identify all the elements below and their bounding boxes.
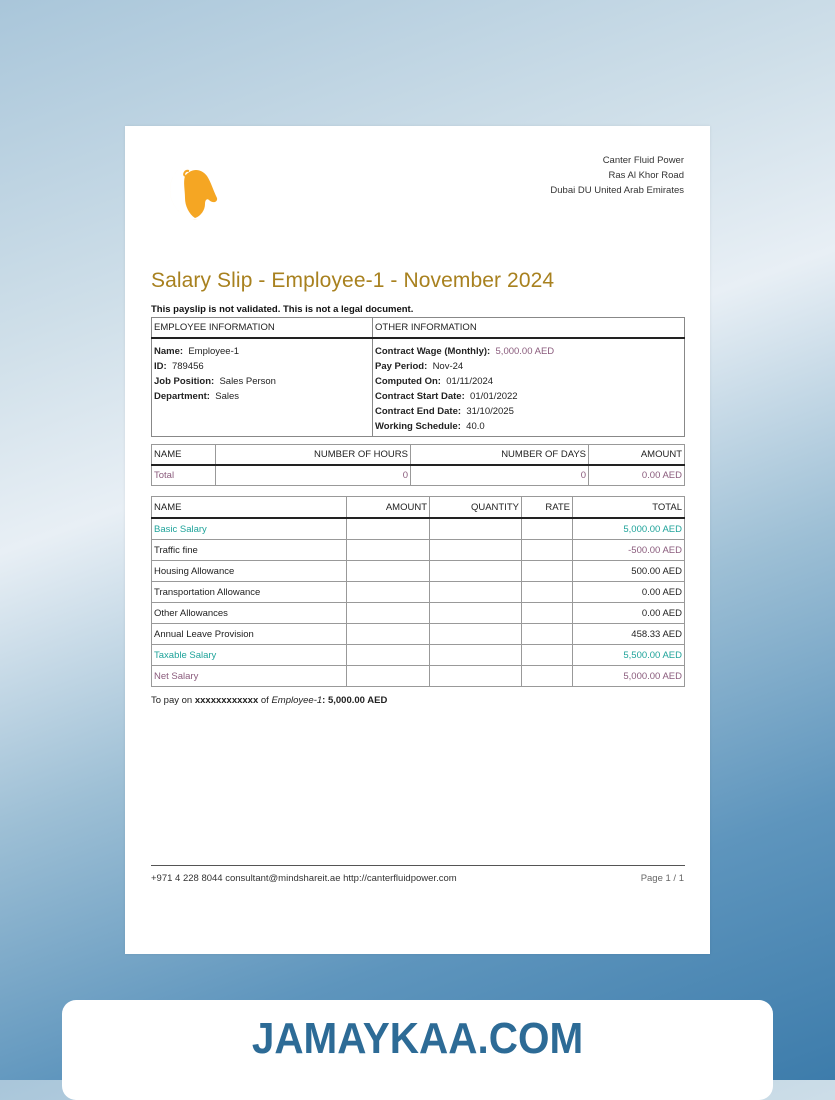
- cell-rate: [522, 561, 573, 582]
- other-field: Pay Period: Nov-24: [375, 361, 464, 372]
- cell-quantity: [430, 666, 522, 687]
- cell-quantity: [430, 624, 522, 645]
- cell-quantity: [430, 518, 522, 540]
- cell-quantity: [430, 561, 522, 582]
- employee-field: Job Position: Sales Person: [154, 376, 276, 387]
- col-name: NAME: [152, 497, 347, 519]
- cell-amount: [347, 624, 430, 645]
- other-field: Contract Start Date: 01/01/2022: [375, 391, 518, 402]
- contract-wage-value: 5,000.00 AED: [495, 346, 555, 357]
- col-amount: AMOUNT: [589, 445, 685, 466]
- cell-rate: [522, 624, 573, 645]
- cell-quantity: [430, 603, 522, 624]
- cell-quantity: [430, 645, 522, 666]
- cell-total: 0.00 AED: [573, 603, 685, 624]
- col-hours: NUMBER OF HOURS: [216, 445, 411, 466]
- salary-lines-table: [151, 496, 685, 687]
- cell-name: Annual Leave Provision: [152, 624, 347, 645]
- payslip-page: [125, 126, 710, 954]
- cell-amount: [347, 582, 430, 603]
- cell-total: 5,500.00 AED: [573, 645, 685, 666]
- col-rate: RATE: [522, 497, 573, 519]
- cell-amount: [347, 666, 430, 687]
- table-row: Total 0 0 0.00 AED: [152, 465, 685, 486]
- cell-quantity: [430, 582, 522, 603]
- company-street: Ras Al Khor Road: [608, 170, 684, 181]
- cell-rate: [522, 666, 573, 687]
- employee-field: Department: Sales: [154, 391, 239, 402]
- col-name: NAME: [152, 445, 216, 466]
- table-row: [152, 645, 685, 666]
- employee-name: Employee-1: [271, 695, 323, 706]
- company-city: Dubai DU United Arab Emirates: [550, 185, 684, 196]
- watermark-text: JAMAYKAA.COM: [251, 1014, 584, 1063]
- cell-total: 458.33 AED: [573, 624, 685, 645]
- other-field: Working Schedule: 40.0: [375, 421, 485, 432]
- cell-name: Traffic fine: [152, 540, 347, 561]
- col-days: NUMBER OF DAYS: [411, 445, 589, 466]
- pay-amount: : 5,000.00 AED: [322, 695, 388, 706]
- other-field: Contract End Date: 31/10/2025: [375, 406, 514, 417]
- to-pay-summary: To pay on xxxxxxxxxxxx of Employee-1: 5,000.00 AED: [151, 695, 388, 706]
- cell-amount: [347, 540, 430, 561]
- worked-days-table: [151, 444, 685, 486]
- cell-amount: [347, 645, 430, 666]
- col-quantity: QUANTITY: [430, 497, 522, 519]
- cell-name: Basic Salary: [152, 518, 347, 540]
- employee-field: Name: Employee-1: [154, 346, 240, 357]
- footer-contact: +971 4 228 8044 consultant@mindshareit.ae http://canterfluidpower.com: [151, 873, 457, 884]
- account-number: xxxxxxxxxxxx: [194, 695, 259, 706]
- table-row: [152, 624, 685, 645]
- footer-divider: [151, 865, 685, 866]
- cell-name: Other Allowances: [152, 603, 347, 624]
- table-row: [152, 518, 685, 540]
- cell-amount: [347, 603, 430, 624]
- table-row: [152, 603, 685, 624]
- cell-quantity: [430, 540, 522, 561]
- cell-total: 500.00 AED: [573, 561, 685, 582]
- validation-warning: This payslip is not validated. This is not a legal document.: [151, 304, 414, 315]
- other-info-header: OTHER INFORMATION: [373, 318, 685, 339]
- cell-rate: [522, 603, 573, 624]
- col-amount: AMOUNT: [347, 497, 430, 519]
- table-row: [152, 561, 685, 582]
- page-number: Page 1 / 1: [640, 873, 684, 884]
- company-address: [550, 153, 684, 198]
- employee-info-cell: [152, 338, 373, 437]
- col-total: TOTAL: [573, 497, 685, 519]
- cell-amount: [347, 561, 430, 582]
- table-row: [152, 666, 685, 687]
- watermark-banner: [62, 1000, 773, 1100]
- cell-rate: [522, 582, 573, 603]
- cell-total: -500.00 AED: [573, 540, 685, 561]
- table-row: [152, 582, 685, 603]
- cell-rate: [522, 540, 573, 561]
- cell-total: 5,000.00 AED: [573, 666, 685, 687]
- page-title: Salary Slip - Employee-1 - November 2024: [151, 269, 555, 292]
- employee-field: ID: 789456: [154, 361, 204, 372]
- cell-rate: [522, 518, 573, 540]
- cell-name: Housing Allowance: [152, 561, 347, 582]
- cell-rate: [522, 645, 573, 666]
- cell-total: 5,000.00 AED: [573, 518, 685, 540]
- cell-total: 0.00 AED: [573, 582, 685, 603]
- horse-head-logo-icon: [155, 154, 221, 226]
- cell-amount: [347, 518, 430, 540]
- other-field: Contract Wage (Monthly): 5,000.00 AED: [375, 346, 555, 357]
- cell-name: Taxable Salary: [152, 645, 347, 666]
- other-info-cell: [373, 338, 685, 437]
- employee-info-header: EMPLOYEE INFORMATION: [152, 318, 373, 339]
- cell-name: Transportation Allowance: [152, 582, 347, 603]
- info-table: [151, 317, 685, 437]
- other-field: Computed On: 01/11/2024: [375, 376, 494, 387]
- company-name: Canter Fluid Power: [602, 155, 684, 166]
- cell-name: Net Salary: [152, 666, 347, 687]
- table-row: [152, 540, 685, 561]
